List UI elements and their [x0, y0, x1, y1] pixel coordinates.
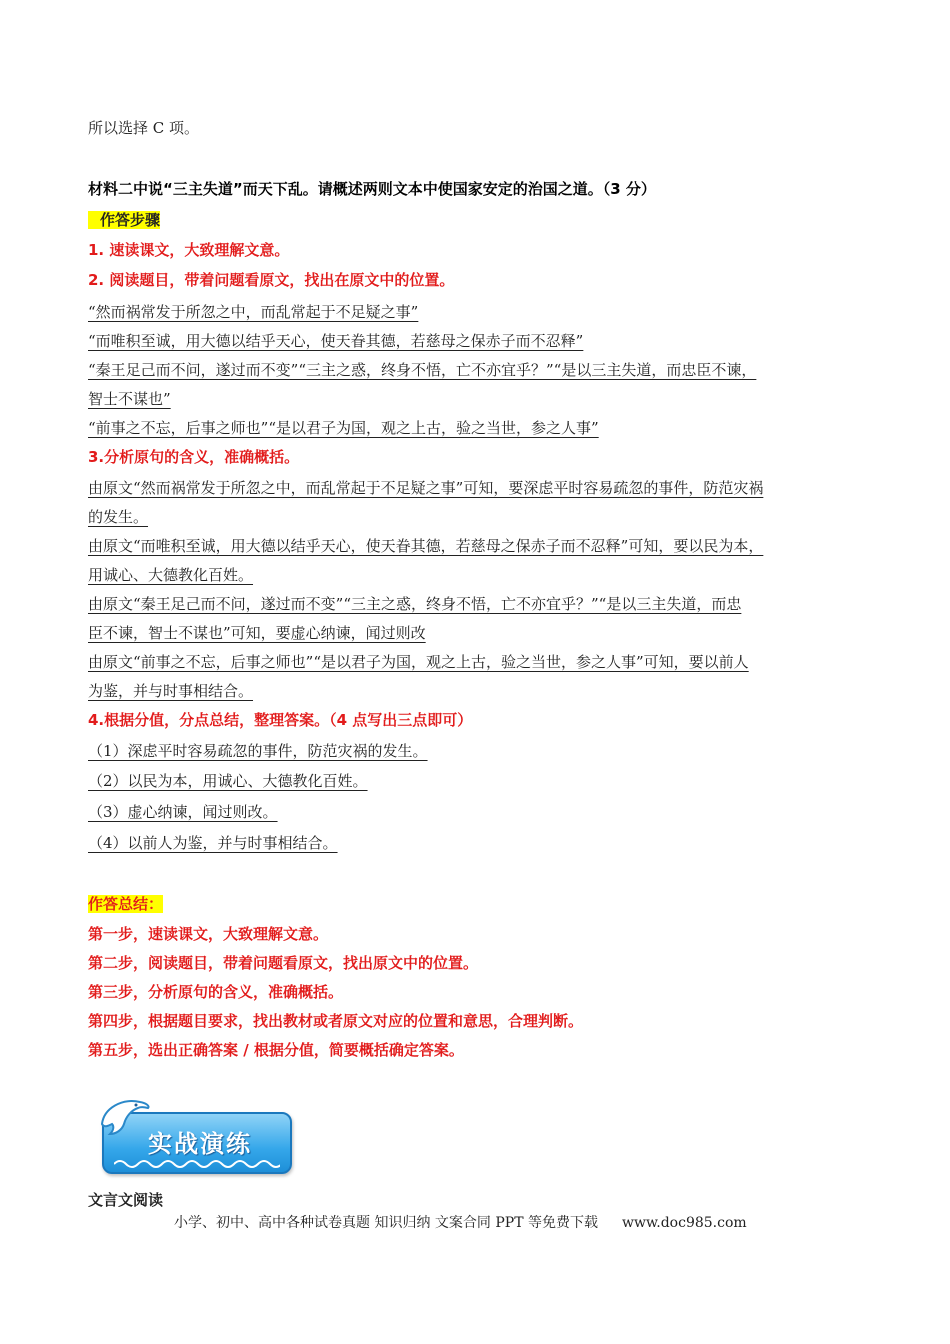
step-3: 3.分析原句的含义，准确概括。 — [88, 448, 300, 466]
question-text: 材料二中说“三主失道”而天下乱。请概述两则文本中使国家安定的治国之道。（3 分） — [88, 180, 656, 198]
summary-step-3: 第三步，分析原句的含义，准确概括。 — [88, 983, 344, 1001]
summary-label — [88, 894, 163, 914]
practice-badge — [96, 1094, 292, 1176]
previous-answer-line: 所以选择 C 项。 — [88, 119, 200, 137]
analysis-3a: 由原文“秦王足己而不问，遂过而不变”“三主之惑，终身不悟，亡不亦宜乎？”“是以三主失道，而忠 — [88, 595, 742, 613]
answer-point-2: （2）以民为本，用诚心、大德教化百姓。 — [88, 772, 368, 790]
page-footer — [174, 1214, 747, 1232]
analysis-1a: 由原文“然而祸常发于所忽之中，而乱常起于不足疑之事”可知，要深虑平时容易疏忽的事件，防范灾祸 — [88, 479, 764, 497]
answer-point-3: （3）虚心纳谏，闻过则改。 — [88, 803, 278, 821]
analysis-2a: 由原文“而唯积至诚，用大德以结乎天心，使天眷其德，若慈母之保赤子而不忍释”可知，要以民为本， — [88, 537, 764, 555]
steps-label-text: 作答步骤 — [88, 211, 160, 229]
analysis-4b: 为鉴，并与时事相结合。 — [88, 682, 254, 700]
practice-badge-text: 实战演练 — [148, 1130, 252, 1158]
original-quote-2: “而唯积至诚，用大德以结乎天心，使天眷其德，若慈母之保赤子而不忍释” — [88, 332, 584, 350]
step-2: 2. 阅读题目，带着问题看原文，找出在原文中的位置。 — [88, 271, 455, 289]
summary-step-2: 第二步，阅读题目，带着问题看原文，找出原文中的位置。 — [88, 954, 479, 972]
footer-text: 小学、初中、高中各种试卷真题 知识归纳 文案合同 PPT 等免费下载 — [174, 1215, 598, 1231]
step-1: 1. 速读课文，大致理解文意。 — [88, 241, 290, 259]
summary-step-1: 第一步，速读课文，大致理解文意。 — [88, 925, 329, 943]
original-quote-1: “然而祸常发于所忽之中，而乱常起于不足疑之事” — [88, 303, 419, 321]
analysis-4a: 由原文“前事之不忘，后事之师也”“是以君子为国，观之上古，验之当世，参之人事”可知，要以前人 — [88, 653, 749, 671]
analysis-2b: 用诚心、大德教化百姓。 — [88, 566, 254, 584]
analysis-1b: 的发生。 — [88, 508, 149, 526]
answer-point-4: （4）以前人为鉴，并与时事相结合。 — [88, 834, 338, 852]
footer-url[interactable]: www.doc985.com — [621, 1215, 747, 1231]
dolphin-icon — [96, 1094, 152, 1140]
original-quote-4: “前事之不忘，后事之师也”“是以君子为国，观之上古，验之当世，参之人事” — [88, 419, 599, 437]
original-quote-3b: 智士不谋也” — [88, 390, 171, 408]
original-quote-3a: “秦王足己而不问，遂过而不变”“三主之惑，终身不悟，亡不亦宜乎？”“是以三主失道，而忠臣不谏， — [88, 361, 757, 379]
section-title: 文言文阅读 — [88, 1191, 164, 1209]
summary-label-text: 作答总结： — [88, 895, 164, 913]
wave-icon — [114, 1158, 280, 1170]
answer-point-1: （1）深虑平时容易疏忽的事件，防范灾祸的发生。 — [88, 742, 428, 760]
step-4: 4.根据分值，分点总结，整理答案。（4 点写出三点即可） — [88, 711, 473, 729]
summary-step-5: 第五步，选出正确答案 / 根据分值，简要概括确定答案。 — [88, 1041, 464, 1059]
steps-label — [88, 210, 160, 230]
summary-step-4: 第四步，根据题目要求，找出教材或者原文对应的位置和意思，合理判断。 — [88, 1012, 584, 1030]
analysis-3b: 臣不谏，智士不谋也”可知，要虚心纳谏，闻过则改 — [88, 624, 426, 642]
